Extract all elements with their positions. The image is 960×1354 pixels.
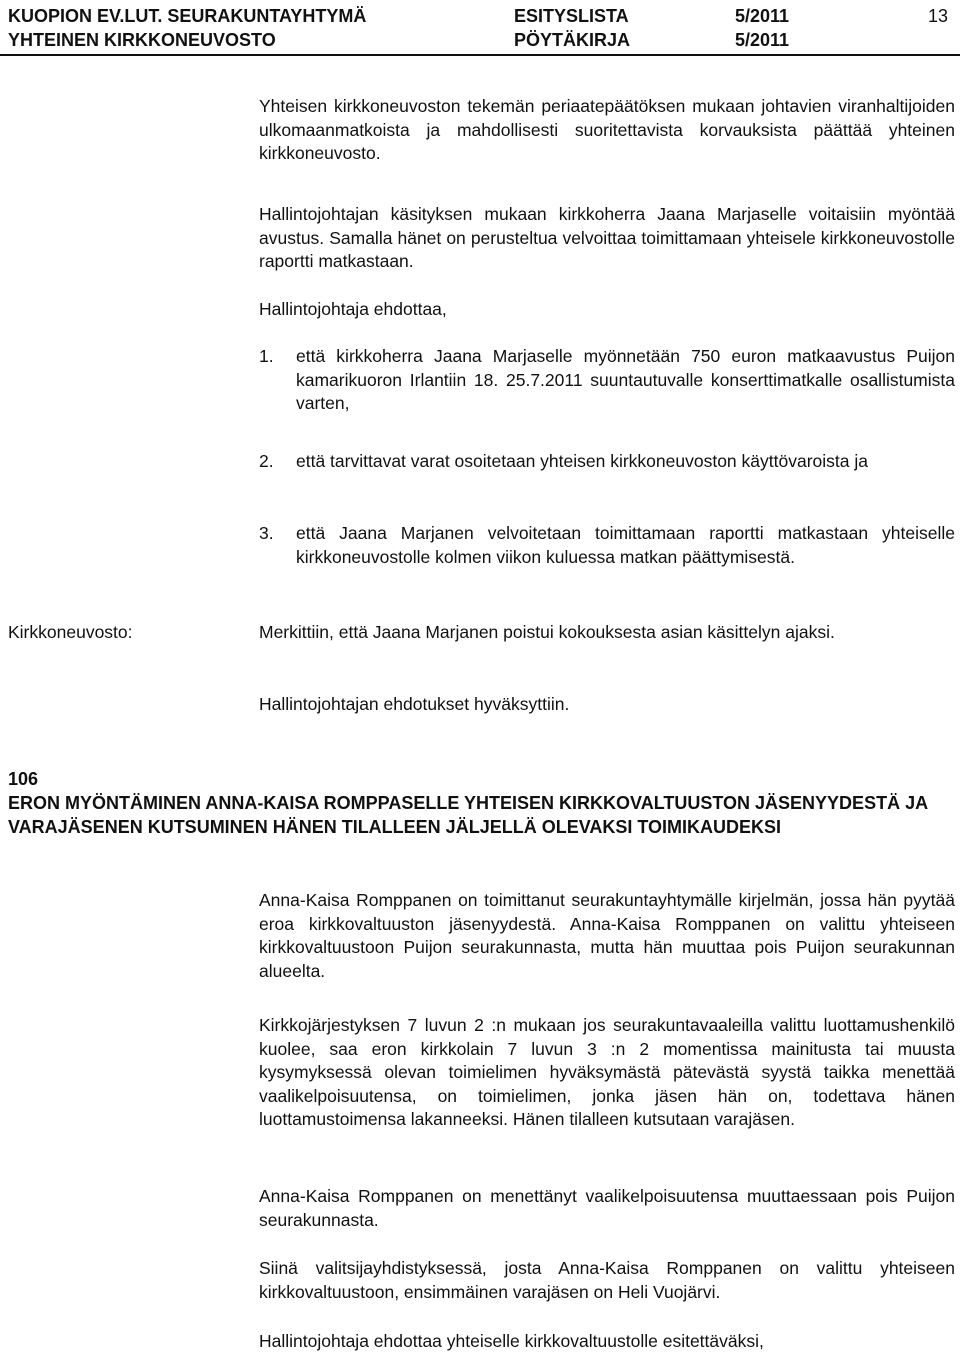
proposal-intro: Hallintojohtaja ehdottaa, [259, 299, 447, 319]
paragraph-church-order: Kirkkojärjestyksen 7 luvun 2 :n mukaan jos seurakuntavaaleilla valittu luottamushenkilö kuolee, saa eron kirkkolain 7 luvun 3 :n 2 momentissa mainitusta tai muusta kysymyksessä olevan toimielimen hyväksymästä pätevästä syystä taikka menettää vaalikelpoisuutensa, on toimielimen, jonka jäsen hän on, todettava hänen luottamustoimensa lakanneeksi. Hänen tilalleen kutsutaan varajäsen. [259, 1015, 955, 1129]
list-item-number: 2. [259, 451, 274, 471]
header-meeting-number-agenda: 5/2011 [735, 6, 790, 26]
header-doc-type-agenda: ESITYSLISTA [514, 6, 629, 26]
paragraph-assessment: Hallintojohtajan käsityksen mukaan kirkkoherra Jaana Marjaselle voitaisiin myöntää avustus. Samalla hänet on perusteltua velvoittaa toimittamaan yhteisele kirkkoneuvostolle raportti matkastaan. [259, 204, 955, 271]
list-item-number: 1. [259, 346, 274, 366]
section-number: 106 [8, 769, 39, 789]
decision-result: Hallintojohtajan ehdotukset hyväksyttiin. [259, 694, 570, 714]
list-item: että tarvittavat varat osoitetaan yhteisen kirkkoneuvoston käyttövaroista ja [296, 451, 868, 471]
paragraph-proposal: Hallintojohtaja ehdottaa yhteiselle kirkkovaltuustolle esitettäväksi, [259, 1331, 764, 1351]
header-org-name: KUOPION EV.LUT. SEURAKUNTAYHTYMÄ [8, 6, 367, 26]
page-number: 13 [928, 6, 949, 26]
list-item: että kirkkoherra Jaana Marjaselle myönnetään 750 euron matkaavustus Puijon kamarikuoron Irlantiin 18. 25.7.2011 suuntautuvalle konserttimatkalle osallistumista varten, [296, 346, 955, 413]
section-title: ERON MYÖNTÄMINEN ANNA-KAISA ROMPPASELLE YHTEISEN KIRKKOVALTUUSTON JÄSENYYDESTÄ JA VARAJÄSENEN KUTSUMINEN HÄNEN TILALLEEN JÄLJELLÄ OLEVAKSI TOIMIKAUDEKSI [8, 793, 928, 837]
decision-note: Merkittiin, että Jaana Marjanen poistui kokouksesta asian käsittelyn ajaksi. [259, 622, 835, 642]
paragraph-resignation: Anna-Kaisa Romppanen on toimittanut seurakuntayhtymälle kirjelmän, jossa hän pyytää eroa kirkkovaltuuston jäsenyydestä. Anna-Kaisa Romppanen on valittu yhteiseen kirkkovaltuustoon Puijon seurakunnasta, mutta hän muuttaa pois Puijon seurakunnan alueelta. [259, 890, 955, 981]
list-item-number: 3. [259, 523, 274, 543]
paragraph-deputy: Siinä valitsijayhdistyksessä, josta Anna-Kaisa Romppanen on valittu yhteiseen kirkkovaltuustoon, ensimmäinen varajäsen on Heli Vuojärvi. [259, 1258, 955, 1302]
header-body-name: YHTEINEN KIRKKONEUVOSTO [8, 30, 276, 50]
decision-label: Kirkkoneuvosto: [8, 622, 133, 642]
header-doc-type-minutes: PÖYTÄKIRJA [514, 30, 631, 50]
paragraph-eligibility: Anna-Kaisa Romppanen on menettänyt vaalikelpoisuutensa muuttaessaan pois Puijon seurakunnasta. [259, 1186, 955, 1230]
header-divider [0, 54, 960, 56]
list-item: että Jaana Marjanen velvoitetaan toimittamaan raportti matkastaan yhteiselle kirkkoneuvostolle kolmen viikon kuluessa matkan päättymisestä. [296, 523, 955, 567]
header-meeting-number-minutes: 5/2011 [735, 30, 790, 50]
paragraph-policy: Yhteisen kirkkoneuvoston tekemän periaatepäätöksen mukaan johtavien viranhaltijoiden ulkomaanmatkoista ja mahdollisesti suoritettavista korvauksista päättää yhteinen kirkkoneuvosto. [259, 96, 955, 163]
